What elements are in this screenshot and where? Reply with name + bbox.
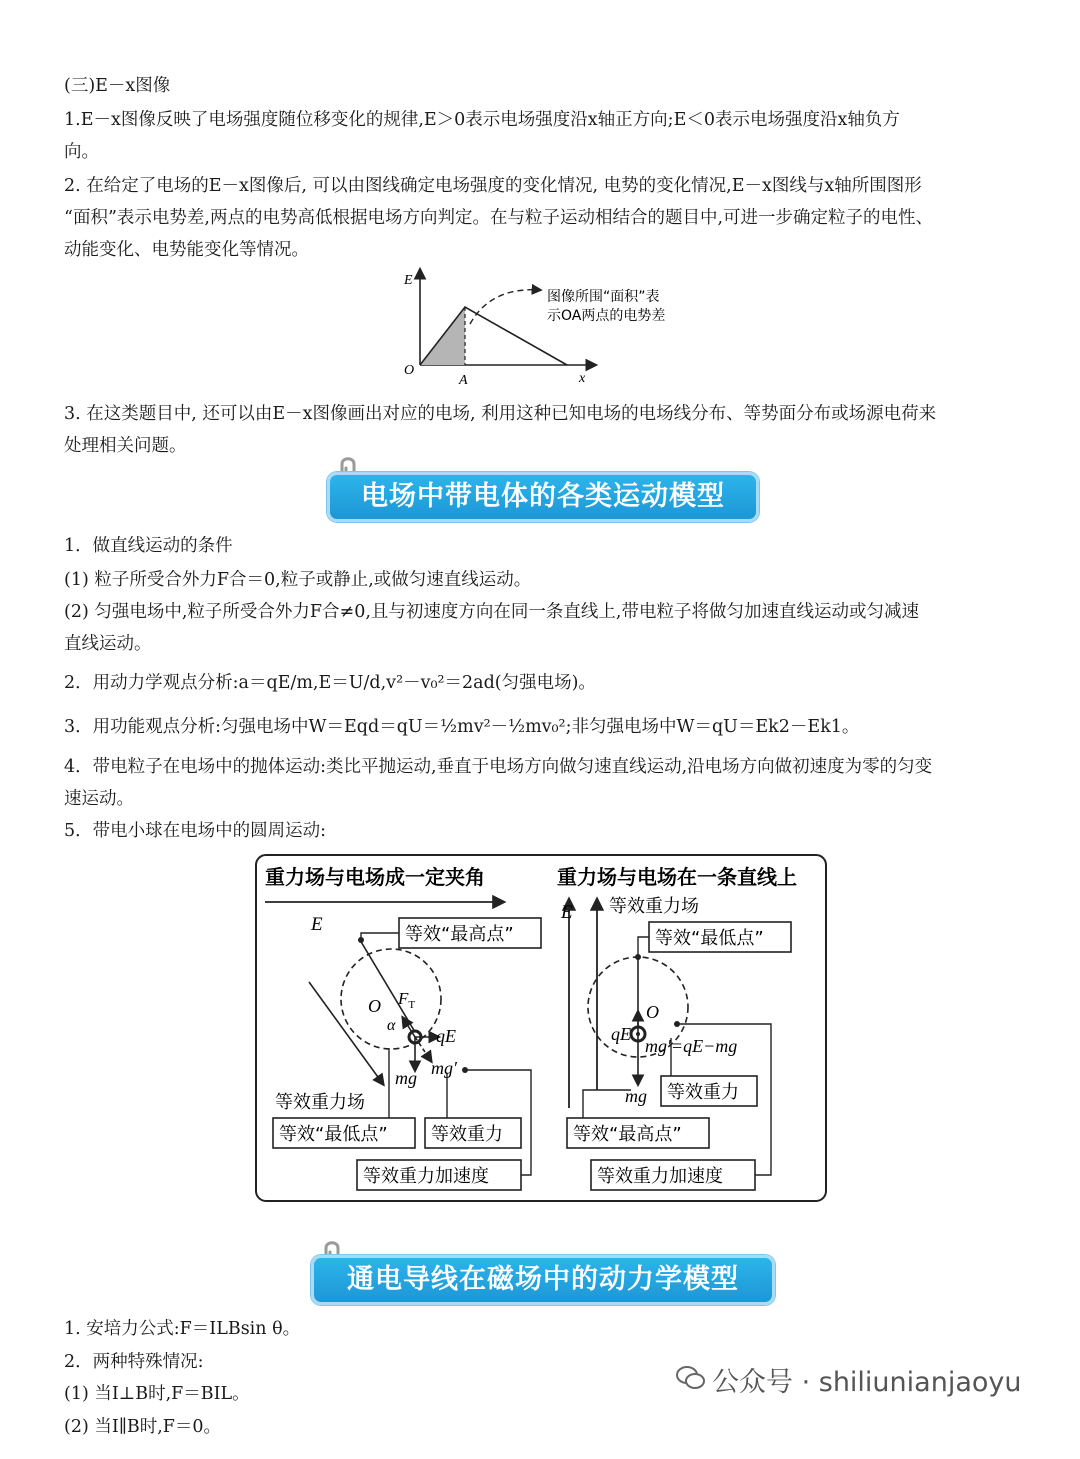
ampere-item-2-2: (2) 当I∥B时,F＝0。 — [64, 1417, 222, 1437]
label-mgprime-left: mg′ — [431, 1058, 457, 1078]
label-FT: $F_T$ — [398, 989, 416, 1011]
ampere-item-2-1: (1) 当I⊥B时,F＝BIL。 — [64, 1384, 250, 1404]
motion-item-1-2b: 直线运动。 — [64, 634, 152, 654]
paragraph-2a: 2. 在给定了电场的E－x图像后, 可以由图线确定电场强度的变化情况, 电势的变化情况,E－x图线与x轴所围图形 — [64, 176, 922, 196]
label-qE-left: qE — [436, 1026, 456, 1046]
left-box-low: 等效“最低点” — [279, 1124, 388, 1145]
right-field-label: 等效重力场 — [609, 896, 699, 917]
section-heading: (三)E－x图像 — [64, 76, 171, 96]
right-box-low: 等效“最低点” — [655, 928, 764, 949]
graph-annotation-2: 示OA两点的电势差 — [547, 308, 666, 324]
watermark-text: 公众号 · shiliunianjaoyu — [712, 1367, 1022, 1398]
right-eq: mg′=qE−mg — [645, 1036, 738, 1056]
left-field-label: 等效重力场 — [275, 1092, 365, 1113]
section-banner-1: 电场中带电体的各类运动模型 — [327, 472, 759, 522]
motion-item-4a: 4．带电粒子在电场中的抛体运动:类比平抛运动,垂直于电场方向做匀速直线运动,沿电场方向做初速度为零的匀变 — [64, 757, 933, 777]
label-mg-left: mg — [395, 1068, 417, 1088]
motion-item-3: 3．用功能观点分析:匀强电场中W＝Eqd＝qU＝½mv²－½mv₀²;非匀强电场中W＝qU＝Ek2－Ek1。 — [64, 717, 860, 737]
paragraph-3a: 3. 在这类题目中, 还可以由E－x图像画出对应的电场, 利用这种已知电场的电场线分布、等势面分布或场源电荷来 — [64, 404, 937, 424]
right-box-acc: 等效重力加速度 — [597, 1166, 723, 1187]
left-box-acc: 等效重力加速度 — [363, 1166, 489, 1187]
ampere-item-2: 2．两种特殊情况: — [64, 1352, 204, 1372]
wechat-icon — [676, 1364, 706, 1392]
left-box-g: 等效重力 — [431, 1124, 503, 1145]
left-box-top: 等效“最高点” — [405, 924, 514, 945]
label-O-left: O — [368, 996, 381, 1016]
label-A: A — [459, 373, 468, 388]
ampere-item-1: 1. 安培力公式:F＝ILBsin θ。 — [64, 1319, 301, 1339]
motion-item-1: 1．做直线运动的条件 — [64, 536, 233, 556]
paragraph-1b: 向。 — [64, 142, 99, 162]
circle-motion-diagram — [253, 852, 829, 1204]
ex-graph — [395, 262, 725, 392]
label-alpha: α — [387, 1017, 396, 1034]
left-title: 重力场与电场成一定夹角 — [265, 865, 485, 889]
motion-item-2: 2．用动力学观点分析:a＝qE/m,E＝U/d,v²－v₀²＝2ad(匀强电场)。 — [64, 673, 596, 693]
motion-item-1-2a: (2) 匀强电场中,粒子所受合外力F合≠0,且与初速度方向在同一条直线上,带电粒子将做匀加速直线运动或匀减速 — [64, 602, 919, 622]
paragraph-2b: “面积”表示电势差,两点的电势高低根据电场方向判定。在与粒子运动相结合的题目中,可进一步确定粒子的电性、 — [64, 208, 934, 228]
label-E-right: E — [561, 902, 573, 923]
label-E: E — [404, 273, 413, 288]
label-O-right: O — [646, 1002, 659, 1022]
label-x: x — [579, 371, 586, 386]
paragraph-2c: 动能变化、电势能变化等情况。 — [64, 240, 309, 260]
right-box-g: 等效重力 — [667, 1082, 739, 1103]
paragraph-3b: 处理相关问题。 — [64, 436, 187, 456]
right-box-top: 等效“最高点” — [573, 1124, 682, 1145]
section-banner-2: 通电导线在磁场中的动力学模型 — [311, 1255, 775, 1305]
paragraph-1a: 1.E－x图像反映了电场强度随位移变化的规律,E＞0表示电场强度沿x轴正方向;E＜0表示电场强度沿x轴负方 — [64, 110, 900, 130]
label-qE-right: qE — [611, 1024, 631, 1044]
motion-item-4b: 速运动。 — [64, 789, 134, 809]
graph-annotation-1: 图像所围“面积”表 — [547, 289, 660, 305]
label-mg-right: mg — [625, 1086, 647, 1106]
motion-item-5: 5．带电小球在电场中的圆周运动: — [64, 821, 327, 841]
right-title: 重力场与电场在一条直线上 — [557, 865, 797, 889]
label-E-left: E — [311, 914, 323, 935]
motion-item-1-1: (1) 粒子所受合外力F合＝0,粒子或静止,或做匀速直线运动。 — [64, 570, 532, 590]
label-O: O — [404, 363, 415, 378]
